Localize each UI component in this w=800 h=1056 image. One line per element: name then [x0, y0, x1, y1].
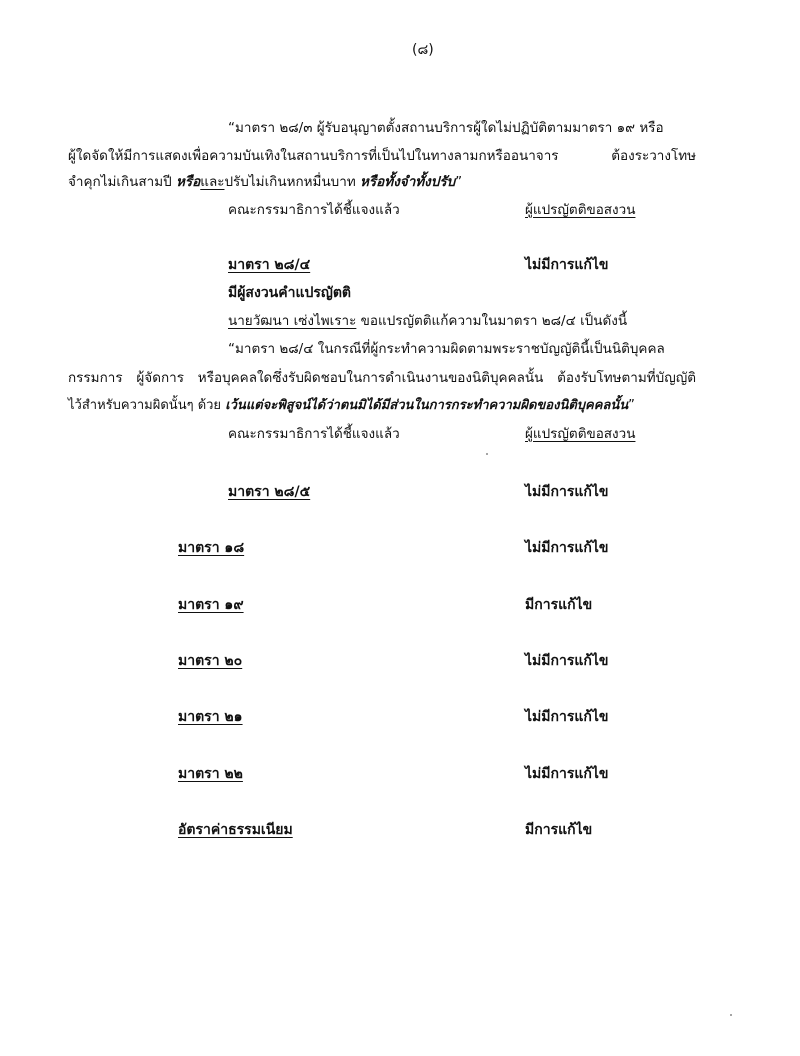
sec-28-4-heading: มาตรา ๒๘/๔	[228, 257, 311, 273]
section-status: ไม่มีการแก้ไข	[525, 653, 609, 669]
sec-28-4-status: ไม่มีการแก้ไข	[525, 257, 609, 273]
section-label: มาตรา ๒๒	[178, 766, 243, 782]
quote-close: ”	[628, 398, 635, 413]
struck-both-text: หรือทั้งจำทั้งปรับ	[360, 174, 456, 190]
scan-speck	[730, 1014, 732, 1016]
quote-close: ”	[455, 174, 463, 190]
section-status: มีการแก้ไข	[525, 822, 593, 838]
member-request: ขอแปรญัตติแก้ความในมาตรา ๒๘/๔ เป็นดังนี้	[356, 313, 628, 329]
section-status: ไม่มีการแก้ไข	[525, 709, 609, 725]
reservation-heading: มีผู้สงวนคำแปรญัตติ	[228, 285, 352, 301]
section-status: มีการแก้ไข	[525, 597, 593, 613]
section-label: มาตรา ๒๘/๕	[228, 484, 311, 500]
page-number: (๘)	[412, 42, 434, 58]
section-label: มาตรา ๑๙	[178, 597, 244, 613]
sec-28-3-line-2: ผู้ใดจัดให้มีการแสดงเพื่อความบันเทิงในสถานบริการที่เป็นไปในทางลามกหรืออนาจาร ต้องระวางโทษ	[68, 148, 696, 164]
fine-text: ปรับไม่เกินหกหมื่นบาท	[224, 174, 361, 190]
section-status: ไม่มีการแก้ไข	[525, 540, 609, 556]
section-label: มาตรา ๑๘	[178, 540, 245, 556]
sec-28-4-quote-line-3	[68, 396, 635, 416]
sec-28-4-committee-note: คณะกรรมาธิการได้ชี้แจงแล้ว	[228, 426, 400, 442]
inserted-and-text: และ	[200, 174, 225, 190]
member-name: นายวัฒนา เซ่งไพเราะ	[228, 313, 357, 329]
section-status: ไม่มีการแก้ไข	[525, 484, 609, 500]
sec-28-3-line-1: “มาตรา ๒๘/๓ ผู้รับอนุญาตตั้งสถานบริการผู้ใดไม่ปฏิบัติตามมาตรา ๑๙ หรือ	[228, 120, 664, 136]
sec-28-4-quote-line-2: กรรมการ ผู้จัดการ หรือบุคคลใดซึ่งรับผิดชอบในการดำเนินงานของนิติบุคคลนั้น ต้องรับโทษตามที่บัญญัติ	[68, 370, 696, 386]
sec-28-3-line-3	[68, 172, 462, 192]
section-label: มาตรา ๒๑	[178, 709, 243, 725]
sec-28-4-quote-line-1: “มาตรา ๒๘/๔ ในกรณีที่ผู้กระทำความผิดตามพระราชบัญญัตินี้เป็นนิติบุคคล	[228, 341, 665, 357]
section-label: อัตราค่าธรรมเนียม	[178, 822, 293, 838]
section-status: ไม่มีการแก้ไข	[525, 766, 609, 782]
member-request-line	[228, 311, 627, 331]
proposed-exception-text: เว้นแต่จะพิสูจน์ได้ว่าตนมิได้มีส่วนในการกระทำความผิดของนิติบุคคลนั้น	[225, 398, 629, 413]
section-label: มาตรา ๒๐	[178, 653, 243, 669]
sec-28-3-committee-note: คณะกรรมาธิการได้ชี้แจงแล้ว	[228, 202, 400, 218]
struck-or-text: หรือ	[175, 174, 201, 190]
sec-28-3-member-status: ผู้แปรญัตติขอสงวน	[525, 202, 636, 218]
liability-text: ไว้สำหรับความผิดนั้นๆ ด้วย	[68, 398, 226, 413]
scan-speck	[486, 453, 488, 455]
penalty-text: จำคุกไม่เกินสามปี	[68, 174, 176, 190]
sec-28-4-member-status: ผู้แปรญัตติขอสงวน	[525, 426, 636, 442]
